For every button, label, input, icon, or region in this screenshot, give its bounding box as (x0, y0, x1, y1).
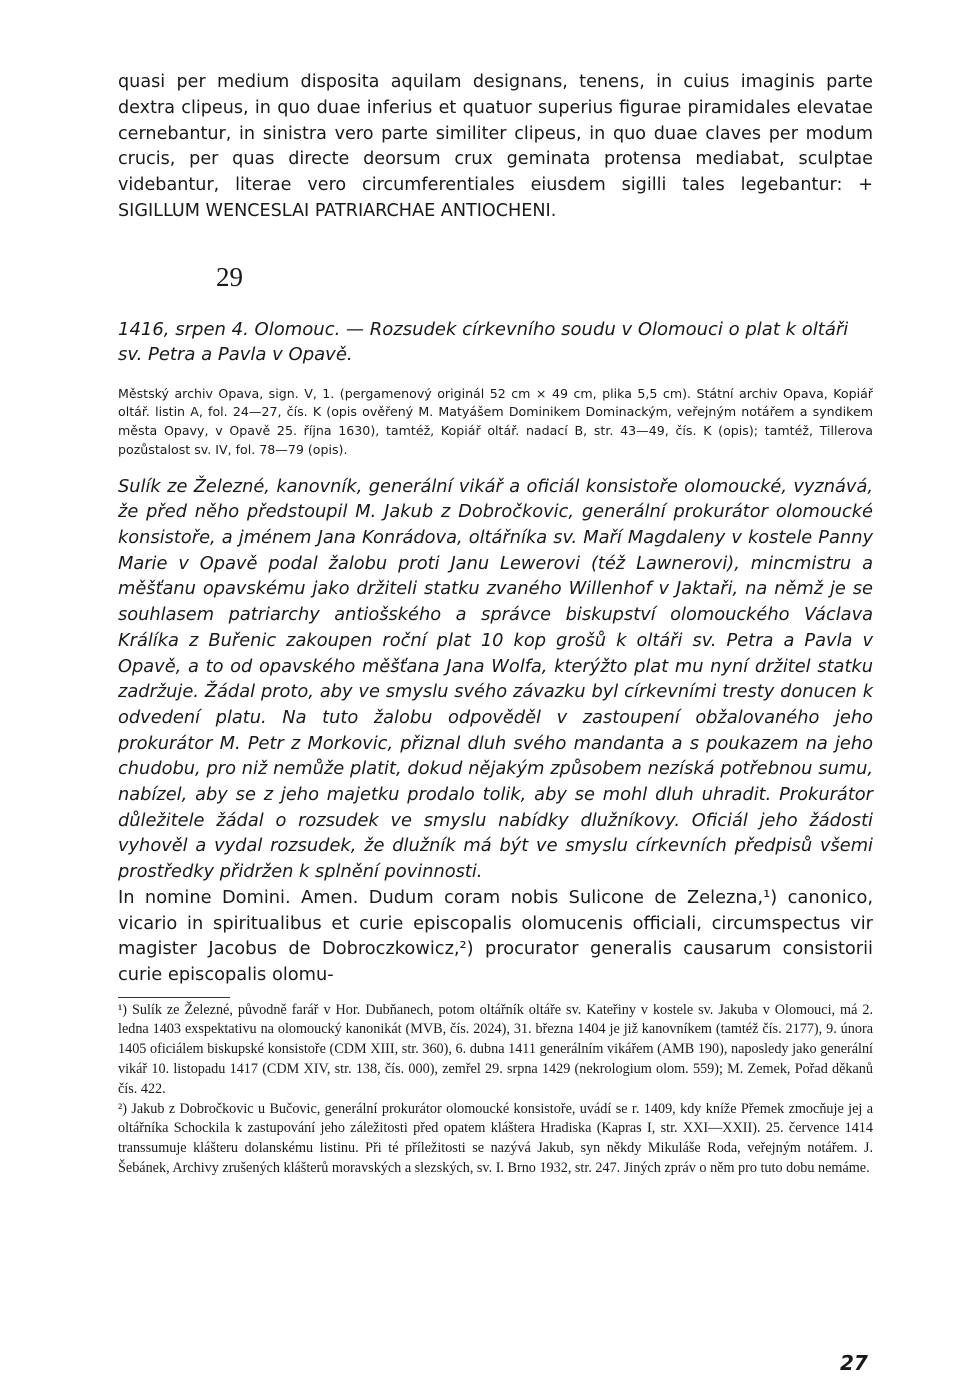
document-heading: 1416, srpen 4. Olomouc. — Rozsudek církevního soudu v Olomouci o plat k oltáři sv. Petra a Pavla v Opavě. (118, 318, 849, 365)
footnotes (118, 1001, 873, 1179)
page-body (118, 70, 873, 1179)
sources-block (118, 385, 873, 460)
latin-text: In nomine Domini. Amen. Dudum coram nobis Sulicone de Zelezna,¹) canonico, vicario in spiritualibus et curie episcopalis olomucenis officiali, circumspectus vir magister Jacobus de Dobroczkowicz,²) procurator generalis causarum consistorii curie episcopalis olomu- (118, 886, 873, 985)
page-number: 27 (840, 1351, 868, 1375)
footnote-divider (118, 997, 230, 998)
sources-text: Městský archiv Opava, sign. V, 1. (pergamenový originál 52 cm × 49 cm, plika 5,5 cm). Státní archiv Opava, Kopiář oltář. listin A, fol. 24—27, čís. K (opis ověřený M. Matyášem Dominikem Dominackým, veřejným notářem a syndikem města Opavy, v Opavě 25. října 1630), tamtéž, Kopiář oltář. nadací B, str. 43—49, čís. K (opis); tamtéž, Tillerova pozůstalost sv. IV, fol. 78—79 (opis). (118, 385, 873, 457)
regest-paragraph: Sulík ze Železné, kanovník, generální vikář a oficiál konsistoře olomoucké, vyznává, že před něho předstoupil M. Jakub z Dobročkovic, generální prokurátor olomoucké konsistoře, a jménem Jana Konrádova, oltářníka sv. Maří Magdaleny v kostele Panny Marie v Opavě podal žalobu proti Janu Lewerovi (též Lawnerovi), mincmistru a měšťanu opavskému jako držiteli statku zvaného Willenhof v Jaktaři, na němž je se souhlasem patriarchy antiošského a správce biskupství olomouckého Václava Králíka z Buřenic zakoupen roční plat 10 kop grošů k oltáři sv. Petra a Pavla v Opavě, a to od opavského měšťana Jana Wolfa, kterýžto plat mu nyní držitel statku zadržuje. Žádal proto, aby ve smyslu svého závazku byl církevními tresty donucen k odvedení platu. Na tuto žalobu odpověděl v zastoupení obžalovaného jeho prokurátor M. Petr z Morkovic, přiznal dluh svého mandanta a s poukazem na jeho chudobu, pro niž nemůže platit, dokud nějakým způsobem nezíská potřebnou sumu, nabízel, aby se z jeho majetku prodalo tolik, aby se mohl dluh uhradit. Prokurátor důležitele žádal o rozsudek ve smyslu nabídky dlužníkovy. Oficiál jeho žádosti vyhověl a vydal rozsudek, že dlužník má být ve smyslu církevních předpisů všemi prostředky přidržen k splnění povinnosti. (118, 475, 873, 883)
footnote-2: ²) Jakub z Dobročkovic u Bučovic, generální prokurátor olomoucké konsistoře, uvádí se r. 1409, kdy kníže Přemek zmocňuje jej a oltářníka Schockila k zastupování jeho záležitosti před opatem kláštera Hradiska (Kapras I, str. XXI—XXII). 25. července 1414 transsumuje klášteru dolanskému listinu. Při té příležitosti se nazývá Jakub, syn někdy Mikuláše Roda, veřejným notářem. J. Šebánek, Archivy zrušených klášterů moravských a slezských, sv. I. Brno 1932, str. 247. Jiných zpráv o něm pro tuto dobu nemáme. (118, 1100, 873, 1177)
footnote-1: ¹) Sulík ze Železné, původně farář v Hor. Dubňanech, potom oltářník oltáře sv. Kateřiny v kostele sv. Jakuba v Olomouci, má 2. ledna 1403 exspektativu na olomoucký kanonikát (MVB, čís. 2024), 31. března 1404 je již kanovníkem (tamtéž čís. 2177), 9. února 1405 oficiálem biskupské konsistoře (CDM XIII, str. 360), 6. dubna 1411 generálním vikářem (AMB 190), naposledy jako generální vikář 10. listopadu 1417 (CDM XIV, str. 138, čís. 000), zemřel 29. srpna 1429 (nekrologium olom. 559); M. Zemek, Pořad děkanů čís. 422. (118, 1001, 873, 1097)
document-number: 29 (216, 261, 243, 292)
intro-paragraph: quasi per medium disposita aquilam designans, tenens, in cuius imaginis parte dextra clipeus, in quo duae inferius et quatuor superius figurae piramidales elevatae cernebantur, in sinistra vero parte similiter clipeus, in quo duae claves per modum crucis, per quas directe deorsum crux geminata protensa mediabat, sculptae videbantur, literae vero circumferentiales eiusdem sigilli tales legebantur: + SIGILLUM WENCESLAI PATRIARCHAE ANTIOCHENI. (118, 72, 873, 221)
